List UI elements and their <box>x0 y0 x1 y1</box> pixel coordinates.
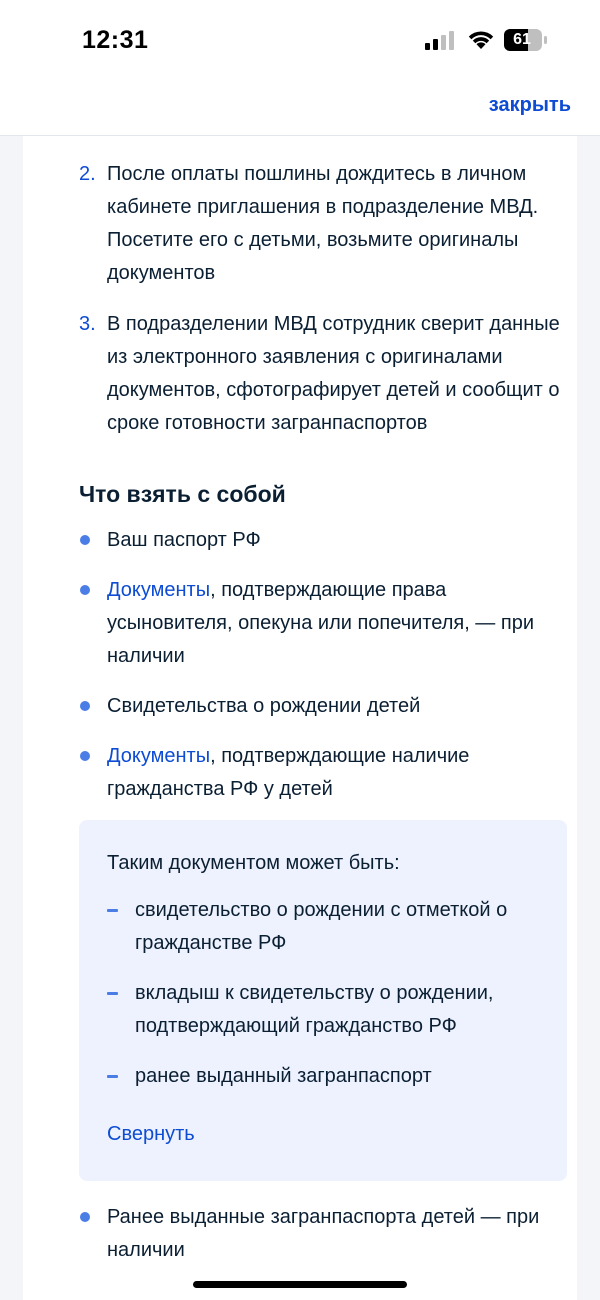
bullet-icon <box>80 585 90 595</box>
info-item-text: свидетельство о рождении с отметкой о гражданстве РФ <box>135 899 508 954</box>
citizenship-docs-info-box <box>79 820 567 1181</box>
home-indicator[interactable] <box>193 1281 407 1288</box>
step-item-3 <box>79 308 569 440</box>
bring-item-text <box>107 740 569 806</box>
bring-item-text: Свидетельства о рождении детей <box>107 695 421 717</box>
bullet-icon <box>80 535 90 545</box>
status-time: 12:31 <box>82 26 149 54</box>
bring-item-text: Ваш паспорт РФ <box>107 529 261 551</box>
step-number: 3. <box>79 313 96 335</box>
info-list-item <box>107 894 539 960</box>
bring-item-guardian-docs <box>79 574 569 673</box>
info-box-title: Таким документом может быть: <box>107 852 400 874</box>
top-header <box>0 82 600 136</box>
bring-item-rest-text: , подтверждающие права усыновителя, опекуна или попечителя, — при наличии <box>107 579 534 667</box>
step-text: В подразделении МВД сотрудник сверит данные из электронного заявления с оригиналами документов, сфотографирует детей и сообщит о сроке готовности загранпаспортов <box>107 313 560 434</box>
bring-item-text: Ранее выданные загранпаспорта детей — при наличии <box>107 1206 540 1261</box>
bring-item-previous-passports <box>79 1201 569 1267</box>
info-item-text: ранее выданный загранпаспорт <box>135 1065 432 1087</box>
dash-icon <box>107 992 118 995</box>
info-item-text: вкладыш к свидетельству о рождении, подтверждающий гражданство РФ <box>135 982 494 1037</box>
close-button[interactable]: закрыть <box>488 94 571 116</box>
step-text: После оплаты пошлины дождитесь в личном кабинете приглашения в подразделение МВД. Посетите его с детьми, возьмите оригиналы документов <box>107 163 539 284</box>
content-area <box>79 110 569 1267</box>
cellular-signal-icon <box>425 30 457 50</box>
dash-icon <box>107 909 118 912</box>
bring-item-text <box>107 574 569 673</box>
bullet-icon <box>80 701 90 711</box>
bring-item-citizenship-docs <box>79 740 569 806</box>
info-list-item <box>107 1060 539 1093</box>
status-bar <box>0 0 600 82</box>
info-list-item <box>107 977 539 1043</box>
documents-link[interactable]: Документы <box>107 745 211 767</box>
documents-link[interactable]: Документы <box>107 579 211 601</box>
bring-item-passport <box>79 524 569 557</box>
step-number: 2. <box>79 163 96 185</box>
step-item-2 <box>79 158 569 290</box>
collapse-link[interactable]: Свернуть <box>107 1123 195 1145</box>
dash-icon <box>107 1075 118 1078</box>
battery-level: 61 <box>513 31 531 48</box>
bullet-icon <box>80 751 90 761</box>
content-card <box>23 0 577 1300</box>
section-title-what-to-bring: Что взять с собой <box>79 481 286 507</box>
bring-item-rest-text: , подтверждающие наличие гражданства РФ у детей <box>107 745 470 800</box>
bring-item-birth-certificates <box>79 690 569 723</box>
bullet-icon <box>80 1212 90 1222</box>
wifi-icon <box>466 28 496 50</box>
